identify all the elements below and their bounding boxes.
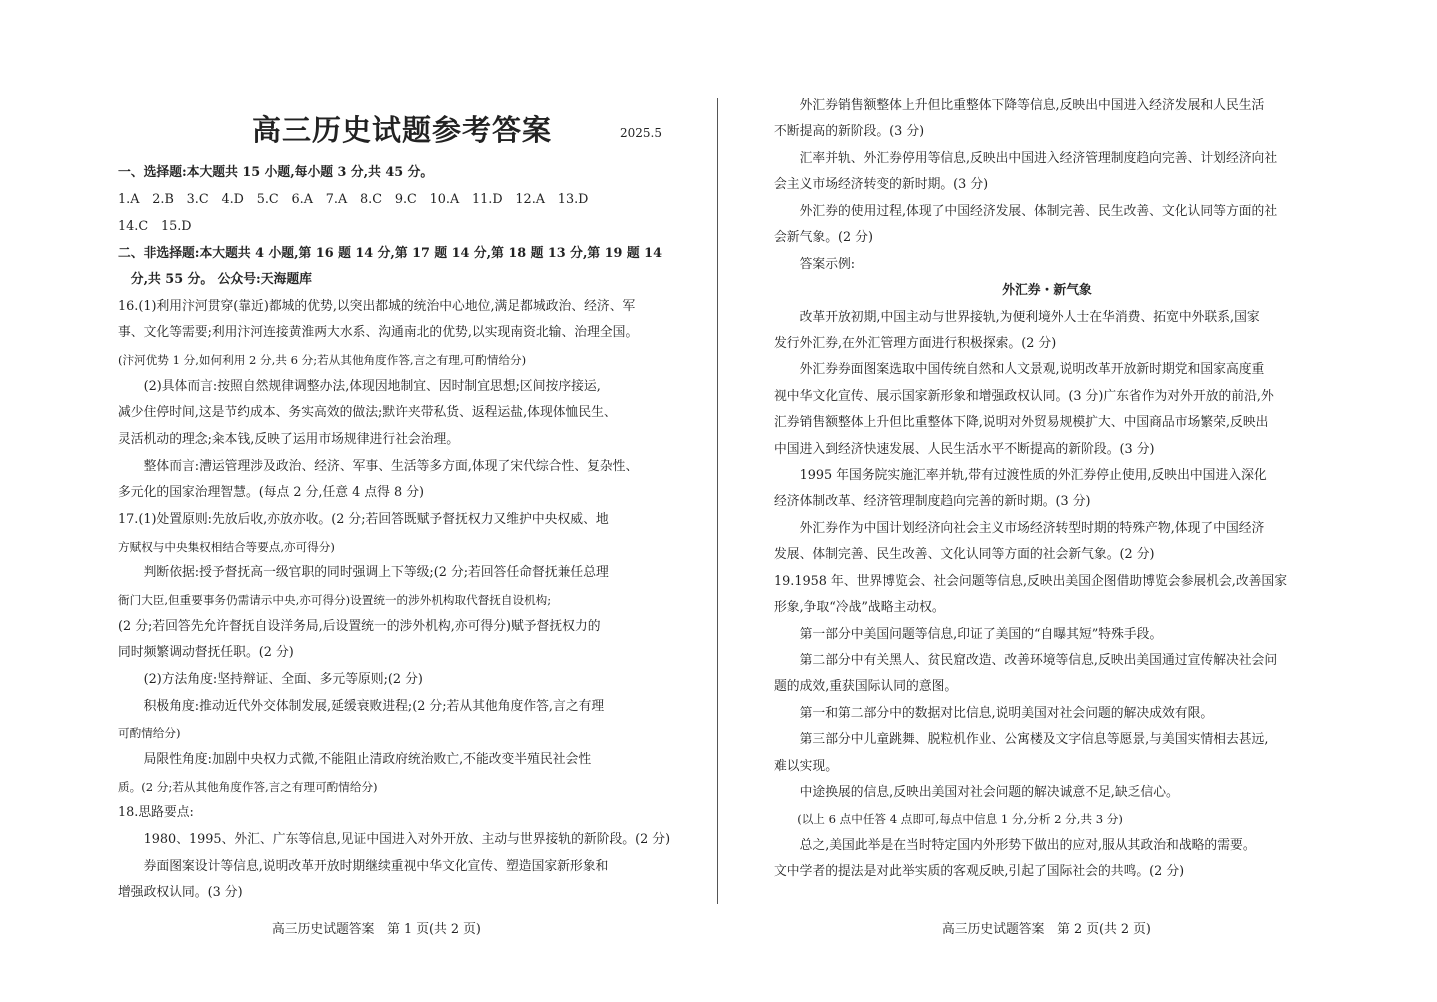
answer-line: 17.(1)处置原则:先放后收,亦放亦收。(2 分;若回答既赋予督抚权力又维护中央权威、地 [118, 512, 609, 527]
answer-line: 答案示例: [774, 257, 856, 272]
scoring-note: (汴河优势 1 分,如何利用 2 分,共 6 分;若从其他角度作答,言之有理,可酌情给分) [118, 353, 527, 367]
answer-line: (2)具体而言:按照自然规律调整办法,体现因地制宜、因时制宜思想;区间按序接运, [118, 379, 601, 394]
answer-line: 增强政权认同。(3 分) [118, 885, 243, 900]
answer-line: 难以实现。 [774, 759, 838, 774]
answer-line: 灵活机动的理念;籴本钱,反映了运用市场规律进行社会治理。 [118, 432, 460, 447]
footer-page-1: 高三历史试题答案 第 1 页(共 2 页) [272, 922, 481, 937]
answer-line: 外汇券券面图案选取中国传统自然和人文景观,说明改革开放新时期党和国家高度重 [774, 362, 1265, 377]
answer-line: 中国进入到经济快速发展、人民生活水平不断提高的新阶段。(3 分) [774, 442, 1155, 457]
answer-line: 会新气象。(2 分) [774, 230, 873, 245]
answer-line: 汇券销售额整体上升但比重整体下降,说明对外贸易规模扩大、中国商品市场繁荣,反映出 [774, 415, 1269, 430]
answer-line: 第二部分中有关黑人、贫民窟改造、改善环境等信息,反映出美国通过宣传解决社会问 [774, 653, 1278, 668]
answer-line: 题的成效,重获国际认同的意图。 [774, 679, 958, 694]
answer-line: 券面图案设计等信息,说明改革开放时期继续重视中华文化宣传、塑造国家新形象和 [118, 859, 609, 874]
scoring-note: 方赋权与中央集权相结合等要点,亦可得分) [118, 540, 335, 554]
answer-line: 1995 年国务院实施汇率并轨,带有过渡性质的外汇券停止使用,反映出中国进入深化 [774, 468, 1267, 483]
scoring-note: 可酌情给分) [118, 726, 181, 740]
section-heading: 二、非选择题:本大题共 4 小题,第 16 题 14 分,第 17 题 14 分,第 18 题 13 分,第 19 题 14 [118, 246, 662, 261]
answer-line: 不断提高的新阶段。(3 分) [774, 124, 925, 139]
answer-line: 外汇券销售额整体上升但比重整体下降等信息,反映出中国进入经济发展和人民生活 [774, 98, 1265, 113]
answer-line: 发展、体制完善、民生改善、文化认同等方面的社会新气象。(2 分) [774, 547, 1155, 562]
section-heading: 一、选择题:本大题共 15 小题,每小题 3 分,共 45 分。 [118, 165, 434, 180]
answer-line: 判断依据:授予督抚高一级官职的同时强调上下等级;(2 分;若回答任命督抚兼任总理 [118, 565, 609, 580]
answer-line: 局限性角度:加剧中央权力式微,不能阻止清政府统治败亡,不能改变半殖民社会性 [118, 752, 592, 767]
answer-line: 多元化的国家治理智慧。(每点 2 分,任意 4 点得 8 分) [118, 485, 425, 500]
section-heading: 分,共 55 分。 公众号:天海题库 [118, 272, 312, 287]
answer-line: 14.C 15.D [118, 219, 192, 234]
answer-line: 发行外汇券,在外汇管理方面进行积极探索。(2 分) [774, 336, 1057, 351]
answer-line: 经济体制改革、经济管理制度趋向完善的新时期。(3 分) [774, 494, 1091, 509]
scoring-note: 衙门大臣,但重要事务仍需请示中央,亦可得分)设置统一的涉外机构取代督抚自设机构; [118, 593, 552, 607]
answer-line: 16.(1)利用汴河贯穿(靠近)都城的优势,以突出都城的统治中心地位,满足都城政治、经济、军 [118, 299, 636, 314]
answer-line: 第一部分中美国问题等信息,印证了美国的“自曝其短”特殊手段。 [774, 627, 1163, 642]
answer-line: 减少住停时间,这是节约成本、务实高效的做法;默许夹带私货、返程运盐,体现体恤民生、 [118, 405, 617, 420]
title-block [118, 108, 666, 148]
answer-line: 汇率并轨、外汇券停用等信息,反映出中国进入经济管理制度趋向完善、计划经济向社 [774, 151, 1278, 166]
answer-line: 1980、1995、外汇、广东等信息,见证中国进入对外开放、主动与世界接轨的新阶段。(2 分) [118, 832, 671, 847]
example-essay-title: 外汇券・新气象 [1002, 283, 1092, 298]
answer-line: 18.思路要点: [118, 805, 194, 820]
page-title: 高三历史试题参考答案 [252, 113, 553, 147]
answer-line: 1.A 2.B 3.C 4.D 5.C 6.A 7.A 8.C 9.C 10.A 11.D 12.A 13.D [118, 192, 589, 207]
scoring-note: (以上 6 点中任答 4 点即可,每点中信息 1 分,分析 2 分,共 3 分) [774, 812, 1123, 826]
answer-line: 会主义市场经济转变的新时期。(3 分) [774, 177, 989, 192]
page-divider [717, 98, 718, 904]
answer-line: 外汇券作为中国计划经济向社会主义市场经济转型时期的特殊产物,体现了中国经济 [774, 521, 1265, 536]
scoring-note: 质。(2 分;若从其他角度作答,言之有理可酌情给分) [118, 780, 378, 794]
answer-line: 总之,美国此举是在当时特定国内外形势下做出的应对,服从其政治和战略的需要。 [774, 838, 1256, 853]
footer-page-2: 高三历史试题答案 第 2 页(共 2 页) [942, 922, 1151, 937]
answer-line: 视中华文化宣传、展示国家新形象和增强政权认同。(3 分)广东省作为对外开放的前沿,外 [774, 389, 1274, 404]
answer-line: 第三部分中儿童跳舞、脱粒机作业、公寓楼及文字信息等愿景,与美国实情相去甚远, [774, 732, 1269, 747]
answer-line: 改革开放初期,中国主动与世界接轨,为便利境外人士在华消费、拓宽中外联系,国家 [774, 310, 1260, 325]
answer-line: 第一和第二部分中的数据对比信息,说明美国对社会问题的解决成效有限。 [774, 706, 1214, 721]
answer-line: 外汇券的使用过程,体现了中国经济发展、体制完善、民生改善、文化认同等方面的社 [774, 204, 1278, 219]
answer-line: 积极角度:推动近代外交体制发展,延缓衰败进程;(2 分;若从其他角度作答,言之有理 [118, 699, 605, 714]
answer-line: (2 分;若回答先允许督抚自设洋务局,后设置统一的涉外机构,亦可得分)赋予督抚权力的 [118, 619, 601, 634]
exam-date: 2025.5 [620, 126, 662, 140]
answer-line: 形象,争取“冷战”战略主动权。 [774, 600, 945, 615]
answer-line: 事、文化等需要;利用汴河连接黄淮两大水系、沟通南北的优势,以实现南资北输、治理全国。 [118, 325, 639, 340]
answer-line: 同时频繁调动督抚任职。(2 分) [118, 645, 294, 660]
answer-line: 19.1958 年、世界博览会、社会问题等信息,反映出美国企图借助博览会参展机会,改善国家 [774, 574, 1288, 589]
answer-line: 整体而言:漕运管理涉及政治、经济、军事、生活等多方面,体现了宋代综合性、复杂性、 [118, 459, 639, 474]
answer-line: 中途换展的信息,反映出美国对社会问题的解决诚意不足,缺乏信心。 [774, 785, 1179, 800]
answer-line: 文中学者的提法是对此举实质的客观反映,引起了国际社会的共鸣。(2 分) [774, 864, 1185, 879]
answer-line: (2)方法角度:坚持辩证、全面、多元等原则;(2 分) [118, 672, 423, 687]
